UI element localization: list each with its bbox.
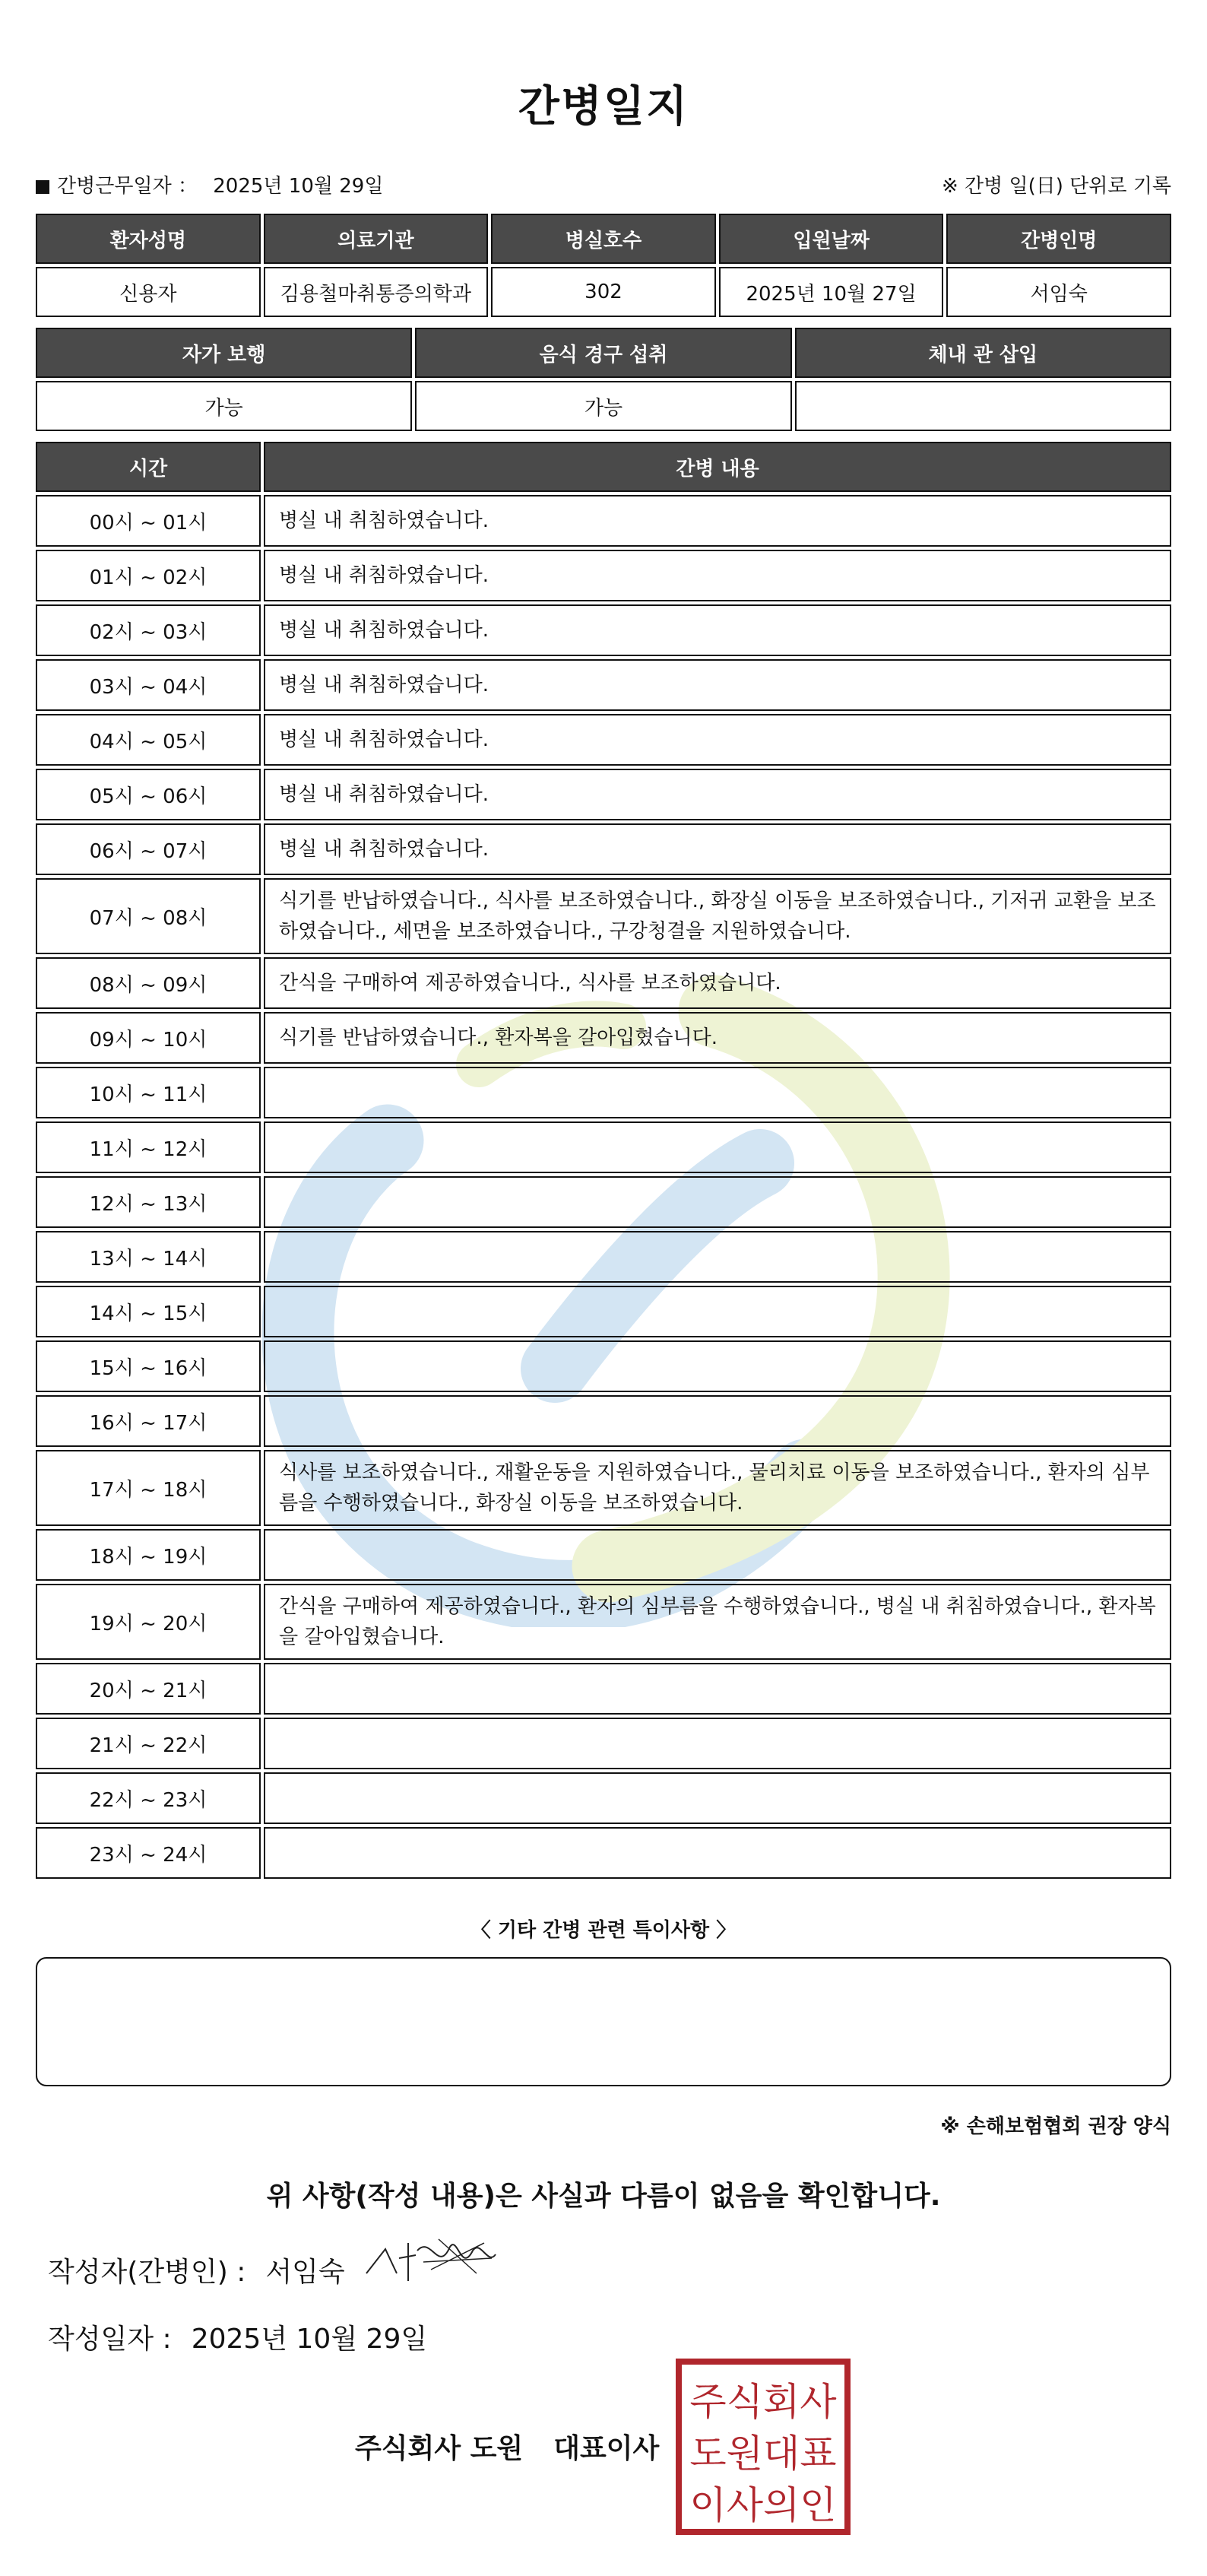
- time-slot: 00시 ~ 01시: [36, 495, 261, 547]
- recommend-note: ※ 손해보험협회 권장 양식: [940, 2115, 1171, 2138]
- header-tube-insertion: 체내 관 삽입: [795, 328, 1171, 378]
- admission-date: 2025년 10월 27일: [719, 267, 944, 317]
- self-walking-value: 가능: [36, 381, 412, 431]
- room-number: 302: [491, 267, 716, 317]
- time-slot: 20시 ~ 21시: [36, 1663, 261, 1715]
- care-content: [264, 1529, 1171, 1581]
- table-row: [36, 550, 1171, 601]
- time-slot: 10시 ~ 11시: [36, 1067, 261, 1118]
- time-slot: 23시 ~ 24시: [36, 1827, 261, 1879]
- care-log-table: [33, 439, 1174, 1882]
- table-row: [36, 769, 1171, 820]
- table-row: [36, 604, 1171, 656]
- care-content: 간식을 구매하여 제공하였습니다., 환자의 심부름을 수행하였습니다., 병실 내 취침하였습니다., 환자복을 갈아입혔습니다.: [264, 1584, 1171, 1660]
- care-content: [264, 1827, 1171, 1879]
- care-content: [264, 1395, 1171, 1447]
- writer-name: 서임숙: [265, 2257, 345, 2288]
- writer-line: [48, 2251, 345, 2289]
- table-row: [36, 1772, 1171, 1824]
- care-content: 식사를 보조하였습니다., 재활운동을 지원하였습니다., 물리치료 이동을 보조하였습니다., 환자의 심부름을 수행하였습니다., 화장실 이동을 보조하였습니다.: [264, 1450, 1171, 1526]
- time-slot: 21시 ~ 22시: [36, 1718, 261, 1769]
- care-content: 식기를 반납하였습니다., 환자복을 갈아입혔습니다.: [264, 1012, 1171, 1064]
- header-room: 병실호수: [491, 214, 716, 264]
- table-row: [36, 659, 1171, 711]
- care-content: 식기를 반납하였습니다., 식사를 보조하였습니다., 화장실 이동을 보조하였습니다., 기저귀 교환을 보조하였습니다., 세면을 보조하였습니다., 구강청결을 지원하였습니다.: [264, 878, 1171, 954]
- written-date-label: 작성일자 :: [48, 2324, 172, 2355]
- time-slot: 08시 ~ 09시: [36, 957, 261, 1009]
- handwritten-signature: [363, 2228, 499, 2289]
- care-content: [264, 1340, 1171, 1392]
- table-row: [36, 1663, 1171, 1715]
- table-row: [36, 1176, 1171, 1228]
- care-content: 병실 내 취침하였습니다.: [264, 604, 1171, 656]
- patient-info-table: [33, 211, 1174, 320]
- care-content: 병실 내 취침하였습니다.: [264, 659, 1171, 711]
- header-care-content: 간병 내용: [264, 442, 1171, 492]
- time-slot: 01시 ~ 02시: [36, 550, 261, 601]
- care-content: [264, 1176, 1171, 1228]
- time-slot: 06시 ~ 07시: [36, 823, 261, 875]
- time-slot: 18시 ~ 19시: [36, 1529, 261, 1581]
- time-slot: 04시 ~ 05시: [36, 714, 261, 766]
- table-row: [36, 878, 1171, 954]
- care-content: [264, 1718, 1171, 1769]
- time-slot: 09시 ~ 10시: [36, 1012, 261, 1064]
- header-admission-date: 입원날짜: [719, 214, 944, 264]
- table-row: [36, 1450, 1171, 1526]
- table-row: [36, 1012, 1171, 1064]
- oral-intake-value: 가능: [415, 381, 791, 431]
- tube-insertion-value: [795, 381, 1171, 431]
- remarks-title: 〈 기타 간병 관련 특이사항 〉: [470, 1919, 737, 1942]
- care-content: [264, 1663, 1171, 1715]
- table-row: [36, 823, 1171, 875]
- condition-table: [33, 325, 1174, 434]
- work-date-value: 2025년 10월 29일: [213, 175, 384, 198]
- table-row: [36, 1718, 1171, 1769]
- time-slot: 19시 ~ 20시: [36, 1584, 261, 1660]
- care-content: [264, 1772, 1171, 1824]
- table-row: [36, 1584, 1171, 1660]
- care-content: [264, 1231, 1171, 1283]
- writer-label: 작성자(간병인) :: [48, 2257, 246, 2288]
- time-slot: 17시 ~ 18시: [36, 1450, 261, 1526]
- time-slot: 14시 ~ 15시: [36, 1286, 261, 1337]
- care-content: [264, 1121, 1171, 1173]
- seal-line-1: 주식회사: [689, 2380, 837, 2424]
- care-content: [264, 1286, 1171, 1337]
- care-content: 병실 내 취침하였습니다.: [264, 714, 1171, 766]
- table-row: [36, 1395, 1171, 1447]
- care-content: 병실 내 취침하였습니다.: [264, 495, 1171, 547]
- header-self-walking: 자가 보행: [36, 328, 412, 378]
- company-line: [355, 2427, 659, 2466]
- table-row: [36, 1286, 1171, 1337]
- table-row: [36, 1067, 1171, 1118]
- time-slot: 02시 ~ 03시: [36, 604, 261, 656]
- written-date-line: [48, 2317, 427, 2356]
- company-name: 주식회사 도원: [355, 2433, 524, 2464]
- table-row: [36, 1121, 1171, 1173]
- caregiver-name: 서임숙: [946, 267, 1171, 317]
- time-slot: 12시 ~ 13시: [36, 1176, 261, 1228]
- table-row: [36, 957, 1171, 1009]
- header-patient-name: 환자성명: [36, 214, 261, 264]
- remarks-box: [36, 1957, 1171, 2086]
- square-bullet-icon: [36, 180, 49, 194]
- table-row: [36, 495, 1171, 547]
- header-hospital: 의료기관: [264, 214, 489, 264]
- table-row: [36, 1529, 1171, 1581]
- unit-note: ※ 간병 일(日) 단위로 기록: [941, 175, 1171, 198]
- ceo-title: 대표이사: [553, 2433, 660, 2464]
- time-slot: 05시 ~ 06시: [36, 769, 261, 820]
- time-slot: 15시 ~ 16시: [36, 1340, 261, 1392]
- header-time: 시간: [36, 442, 261, 492]
- care-content: 병실 내 취침하였습니다.: [264, 823, 1171, 875]
- care-content: 간식을 구매하여 제공하였습니다., 식사를 보조하였습니다.: [264, 957, 1171, 1009]
- hospital-name: 김용철마취통증의학과: [264, 267, 489, 317]
- patient-name: 신용자: [36, 267, 261, 317]
- seal-line-2: 도원대표: [689, 2432, 837, 2476]
- time-slot: 11시 ~ 12시: [36, 1121, 261, 1173]
- table-row: [36, 1827, 1171, 1879]
- care-content: [264, 1067, 1171, 1118]
- seal-line-3: 이사의인: [689, 2483, 837, 2527]
- time-slot: 16시 ~ 17시: [36, 1395, 261, 1447]
- care-content: 병실 내 취침하였습니다.: [264, 550, 1171, 601]
- time-slot: 13시 ~ 14시: [36, 1231, 261, 1283]
- care-content: 병실 내 취침하였습니다.: [264, 769, 1171, 820]
- work-date: [36, 170, 383, 198]
- table-row: [36, 714, 1171, 766]
- table-row: [36, 1231, 1171, 1283]
- confirm-statement: 위 사항(작성 내용)은 사실과 다름이 없음을 확인합니다.: [266, 2181, 941, 2212]
- header-caregiver: 간병인명: [946, 214, 1171, 264]
- header-oral-intake: 음식 경구 섭취: [415, 328, 791, 378]
- time-slot: 07시 ~ 08시: [36, 878, 261, 954]
- written-date-value: 2025년 10월 29일: [191, 2324, 428, 2355]
- time-slot: 22시 ~ 23시: [36, 1772, 261, 1824]
- time-slot: 03시 ~ 04시: [36, 659, 261, 711]
- document-title: 간병일지: [518, 82, 689, 132]
- work-date-label: 간병근무일자 ：: [57, 175, 198, 198]
- company-seal-icon: [676, 2359, 851, 2535]
- table-row: [36, 1340, 1171, 1392]
